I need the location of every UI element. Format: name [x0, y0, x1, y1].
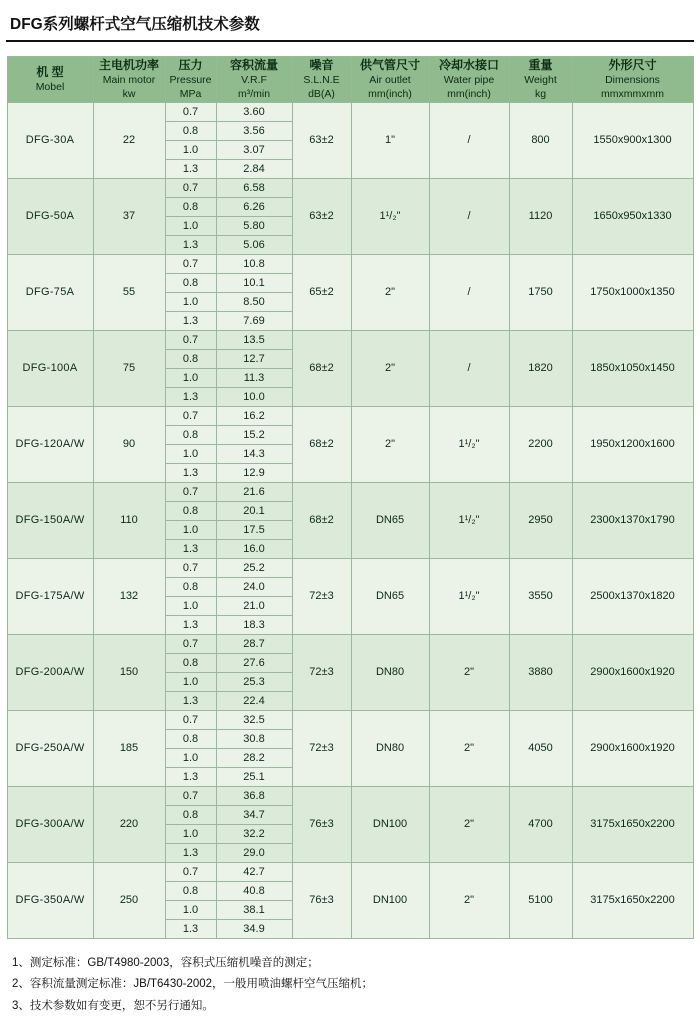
- cell-pressure: 1.0: [165, 748, 216, 767]
- cell-motor-power: 22: [93, 102, 165, 178]
- cell-dimensions: 1650x950x1330: [572, 178, 693, 254]
- cell-motor-power: 250: [93, 862, 165, 938]
- cell-air-outlet: DN100: [351, 786, 429, 862]
- page-title: DFG系列螺杆式空气压缩机技术参数: [10, 16, 260, 33]
- cell-weight: 1820: [509, 330, 572, 406]
- column-header-weight: [509, 57, 572, 103]
- cell-volume-flow: 6.26: [216, 197, 292, 216]
- cell-pressure: 0.7: [165, 634, 216, 653]
- table-row: [7, 634, 693, 653]
- header-cn: 压力: [178, 58, 203, 72]
- cell-pressure: 1.3: [165, 387, 216, 406]
- cell-water-pipe: 2": [429, 862, 509, 938]
- cell-weight: 800: [509, 102, 572, 178]
- cell-motor-power: 185: [93, 710, 165, 786]
- table-row: [7, 406, 693, 425]
- note-item: 2、容积流量测定标准：JB/T6430-2002，一般用喷油螺杆空气压缩机；: [12, 978, 374, 991]
- cell-model: DFG-120A/W: [7, 406, 93, 482]
- cell-pressure: 0.8: [165, 197, 216, 216]
- cell-motor-power: 90: [93, 406, 165, 482]
- cell-volume-flow: 11.3: [216, 368, 292, 387]
- cell-model: DFG-75A: [7, 254, 93, 330]
- header-en: V.R.F: [241, 74, 267, 87]
- cell-volume-flow: 21.0: [216, 596, 292, 615]
- cell-noise: 63±2: [292, 102, 351, 178]
- cell-pressure: 1.3: [165, 767, 216, 786]
- cell-noise: 76±3: [292, 786, 351, 862]
- header-cn: 机 型: [36, 65, 64, 80]
- cell-pressure: 0.7: [165, 710, 216, 729]
- cell-dimensions: 1850x1050x1450: [572, 330, 693, 406]
- cell-pressure: 1.3: [165, 235, 216, 254]
- note-item: 3、技术参数如有变更，恕不另行通知。: [12, 1000, 214, 1013]
- cell-dimensions: 2900x1600x1920: [572, 634, 693, 710]
- header-en: Weight: [524, 74, 557, 87]
- cell-volume-flow: 32.2: [216, 824, 292, 843]
- cell-pressure: 1.0: [165, 672, 216, 691]
- cell-motor-power: 150: [93, 634, 165, 710]
- cell-pressure: 0.8: [165, 121, 216, 140]
- column-header-volume-flow: [216, 57, 292, 103]
- header-cn: 噪音: [309, 58, 334, 72]
- cell-air-outlet: DN100: [351, 862, 429, 938]
- header-cn: 重量: [528, 58, 553, 72]
- cell-volume-flow: 32.5: [216, 710, 292, 729]
- cell-pressure: 0.7: [165, 558, 216, 577]
- header-cn: 主电机功率: [98, 58, 159, 72]
- cell-noise: 72±3: [292, 710, 351, 786]
- header-cn: 外形尺寸: [608, 58, 657, 72]
- cell-volume-flow: 28.7: [216, 634, 292, 653]
- cell-water-pipe: 1¹/₂": [429, 406, 509, 482]
- cell-pressure: 1.3: [165, 919, 216, 938]
- cell-model: DFG-200A/W: [7, 634, 93, 710]
- cell-motor-power: 55: [93, 254, 165, 330]
- column-header-pressure: [165, 57, 216, 103]
- cell-volume-flow: 13.5: [216, 330, 292, 349]
- cell-air-outlet: DN80: [351, 634, 429, 710]
- cell-dimensions: 1750x1000x1350: [572, 254, 693, 330]
- cell-pressure: 1.3: [165, 843, 216, 862]
- cell-air-outlet: DN80: [351, 710, 429, 786]
- table-row: [7, 330, 693, 349]
- cell-air-outlet: DN65: [351, 558, 429, 634]
- cell-volume-flow: 15.2: [216, 425, 292, 444]
- cell-pressure: 0.8: [165, 653, 216, 672]
- table-row: [7, 178, 693, 197]
- cell-pressure: 0.7: [165, 482, 216, 501]
- cell-pressure: 0.7: [165, 102, 216, 121]
- cell-pressure: 0.7: [165, 786, 216, 805]
- cell-volume-flow: 16.0: [216, 539, 292, 558]
- cell-pressure: 1.0: [165, 824, 216, 843]
- cell-pressure: 0.7: [165, 406, 216, 425]
- cell-water-pipe: 1¹/₂": [429, 558, 509, 634]
- cell-air-outlet: 1¹/₂": [351, 178, 429, 254]
- cell-volume-flow: 14.3: [216, 444, 292, 463]
- cell-model: DFG-50A: [7, 178, 93, 254]
- header-cn: 供气管尺寸: [359, 58, 420, 72]
- cell-dimensions: 1550x900x1300: [572, 102, 693, 178]
- cell-pressure: 1.0: [165, 444, 216, 463]
- cell-volume-flow: 21.6: [216, 482, 292, 501]
- cell-motor-power: 37: [93, 178, 165, 254]
- cell-weight: 2950: [509, 482, 572, 558]
- cell-pressure: 0.7: [165, 330, 216, 349]
- cell-water-pipe: /: [429, 330, 509, 406]
- header-en: Mobel: [35, 81, 65, 94]
- cell-motor-power: 132: [93, 558, 165, 634]
- cell-noise: 68±2: [292, 482, 351, 558]
- cell-volume-flow: 25.3: [216, 672, 292, 691]
- cell-volume-flow: 28.2: [216, 748, 292, 767]
- cell-pressure: 0.8: [165, 577, 216, 596]
- cell-volume-flow: 5.80: [216, 216, 292, 235]
- cell-pressure: 0.7: [165, 178, 216, 197]
- cell-volume-flow: 20.1: [216, 501, 292, 520]
- cell-model: DFG-150A/W: [7, 482, 93, 558]
- column-header-motor-power: [93, 57, 165, 103]
- cell-volume-flow: 18.3: [216, 615, 292, 634]
- cell-noise: 63±2: [292, 178, 351, 254]
- cell-volume-flow: 34.9: [216, 919, 292, 938]
- header-en: Dimensions: [605, 74, 660, 87]
- header-unit: dB(A): [308, 88, 335, 101]
- cell-volume-flow: 3.60: [216, 102, 292, 121]
- cell-pressure: 1.0: [165, 140, 216, 159]
- cell-water-pipe: /: [429, 254, 509, 330]
- cell-pressure: 1.0: [165, 216, 216, 235]
- cell-air-outlet: 2": [351, 406, 429, 482]
- header-en: Main motor: [102, 74, 156, 87]
- cell-pressure: 1.0: [165, 292, 216, 311]
- column-header-noise: [292, 57, 351, 103]
- column-header-dimensions: [572, 57, 693, 103]
- cell-volume-flow: 27.6: [216, 653, 292, 672]
- cell-weight: 1750: [509, 254, 572, 330]
- cell-pressure: 1.3: [165, 691, 216, 710]
- cell-dimensions: 3175x1650x2200: [572, 862, 693, 938]
- title-divider: [6, 40, 694, 42]
- cell-pressure: 0.8: [165, 349, 216, 368]
- cell-water-pipe: 1¹/₂": [429, 482, 509, 558]
- cell-volume-flow: 3.56: [216, 121, 292, 140]
- cell-dimensions: 2900x1600x1920: [572, 710, 693, 786]
- cell-volume-flow: 17.5: [216, 520, 292, 539]
- cell-volume-flow: 10.1: [216, 273, 292, 292]
- column-header-air-outlet: [351, 57, 429, 103]
- cell-volume-flow: 2.84: [216, 159, 292, 178]
- cell-volume-flow: 6.58: [216, 178, 292, 197]
- cell-pressure: 1.3: [165, 463, 216, 482]
- cell-motor-power: 220: [93, 786, 165, 862]
- cell-pressure: 0.8: [165, 881, 216, 900]
- table-row: [7, 482, 693, 501]
- cell-weight: 2200: [509, 406, 572, 482]
- notes-block: [12, 953, 700, 1018]
- cell-pressure: 1.0: [165, 900, 216, 919]
- header-cn: 冷却水接口: [438, 58, 499, 72]
- cell-volume-flow: 8.50: [216, 292, 292, 311]
- header-en: Water pipe: [443, 74, 495, 87]
- header-unit: kg: [534, 88, 547, 101]
- cell-weight: 4700: [509, 786, 572, 862]
- cell-pressure: 1.3: [165, 615, 216, 634]
- cell-dimensions: 2300x1370x1790: [572, 482, 693, 558]
- cell-volume-flow: 30.8: [216, 729, 292, 748]
- cell-water-pipe: 2": [429, 786, 509, 862]
- cell-model: DFG-350A/W: [7, 862, 93, 938]
- cell-dimensions: 3175x1650x2200: [572, 786, 693, 862]
- table-header: [7, 57, 693, 103]
- header-unit: m³/min: [237, 88, 271, 101]
- table-row: [7, 710, 693, 729]
- table-row: [7, 102, 693, 121]
- cell-pressure: 0.8: [165, 501, 216, 520]
- cell-volume-flow: 10.0: [216, 387, 292, 406]
- table-row: [7, 786, 693, 805]
- cell-volume-flow: 7.69: [216, 311, 292, 330]
- cell-pressure: 1.0: [165, 520, 216, 539]
- table-row: [7, 862, 693, 881]
- cell-air-outlet: 1": [351, 102, 429, 178]
- cell-volume-flow: 25.1: [216, 767, 292, 786]
- cell-water-pipe: 2": [429, 634, 509, 710]
- cell-pressure: 0.8: [165, 805, 216, 824]
- header-en: Pressure: [169, 74, 212, 87]
- cell-volume-flow: 34.7: [216, 805, 292, 824]
- specification-table: [7, 56, 694, 939]
- cell-weight: 3550: [509, 558, 572, 634]
- cell-pressure: 0.7: [165, 862, 216, 881]
- header-en: Air outlet: [369, 74, 411, 87]
- cell-weight: 1120: [509, 178, 572, 254]
- header-unit: mm(inch): [368, 88, 412, 101]
- cell-noise: 68±2: [292, 406, 351, 482]
- cell-air-outlet: DN65: [351, 482, 429, 558]
- cell-water-pipe: /: [429, 102, 509, 178]
- cell-model: DFG-250A/W: [7, 710, 93, 786]
- cell-pressure: 0.8: [165, 729, 216, 748]
- table-row: [7, 254, 693, 273]
- cell-noise: 72±3: [292, 634, 351, 710]
- cell-pressure: 0.8: [165, 273, 216, 292]
- cell-model: DFG-100A: [7, 330, 93, 406]
- cell-model: DFG-30A: [7, 102, 93, 178]
- header-en: S.L.N.E: [303, 74, 340, 87]
- cell-volume-flow: 29.0: [216, 843, 292, 862]
- table-row: [7, 558, 693, 577]
- cell-pressure: 0.8: [165, 425, 216, 444]
- cell-volume-flow: 12.9: [216, 463, 292, 482]
- cell-motor-power: 75: [93, 330, 165, 406]
- note-item: 1、测定标准：GB/T4980-2003，容积式压缩机噪音的测定；: [12, 956, 319, 969]
- cell-water-pipe: 2": [429, 710, 509, 786]
- cell-model: DFG-175A/W: [7, 558, 93, 634]
- cell-volume-flow: 24.0: [216, 577, 292, 596]
- table-header-row: [7, 57, 693, 103]
- cell-volume-flow: 42.7: [216, 862, 292, 881]
- cell-air-outlet: 2": [351, 330, 429, 406]
- header-unit: kw: [122, 88, 136, 101]
- cell-volume-flow: 38.1: [216, 900, 292, 919]
- cell-volume-flow: 22.4: [216, 691, 292, 710]
- cell-air-outlet: 2": [351, 254, 429, 330]
- cell-noise: 65±2: [292, 254, 351, 330]
- cell-pressure: 1.0: [165, 596, 216, 615]
- cell-volume-flow: 36.8: [216, 786, 292, 805]
- cell-weight: 3880: [509, 634, 572, 710]
- header-unit: mm(inch): [447, 88, 491, 101]
- cell-pressure: 1.0: [165, 368, 216, 387]
- cell-water-pipe: /: [429, 178, 509, 254]
- cell-volume-flow: 40.8: [216, 881, 292, 900]
- cell-weight: 4050: [509, 710, 572, 786]
- cell-model: DFG-300A/W: [7, 786, 93, 862]
- column-header-model: [7, 57, 93, 103]
- cell-volume-flow: 25.2: [216, 558, 292, 577]
- header-unit: MPa: [179, 88, 202, 101]
- cell-dimensions: 1950x1200x1600: [572, 406, 693, 482]
- cell-volume-flow: 3.07: [216, 140, 292, 159]
- cell-pressure: 1.3: [165, 159, 216, 178]
- cell-noise: 68±2: [292, 330, 351, 406]
- cell-pressure: 1.3: [165, 539, 216, 558]
- table-body: [7, 102, 693, 938]
- cell-dimensions: 2500x1370x1820: [572, 558, 693, 634]
- cell-noise: 72±3: [292, 558, 351, 634]
- cell-volume-flow: 12.7: [216, 349, 292, 368]
- cell-volume-flow: 10.8: [216, 254, 292, 273]
- column-header-water-pipe: [429, 57, 509, 103]
- cell-volume-flow: 16.2: [216, 406, 292, 425]
- cell-pressure: 0.7: [165, 254, 216, 273]
- cell-pressure: 1.3: [165, 311, 216, 330]
- cell-volume-flow: 5.06: [216, 235, 292, 254]
- cell-motor-power: 110: [93, 482, 165, 558]
- header-unit: mmxmmxmm: [601, 88, 664, 101]
- cell-weight: 5100: [509, 862, 572, 938]
- cell-noise: 76±3: [292, 862, 351, 938]
- header-cn: 容积流量: [229, 58, 278, 72]
